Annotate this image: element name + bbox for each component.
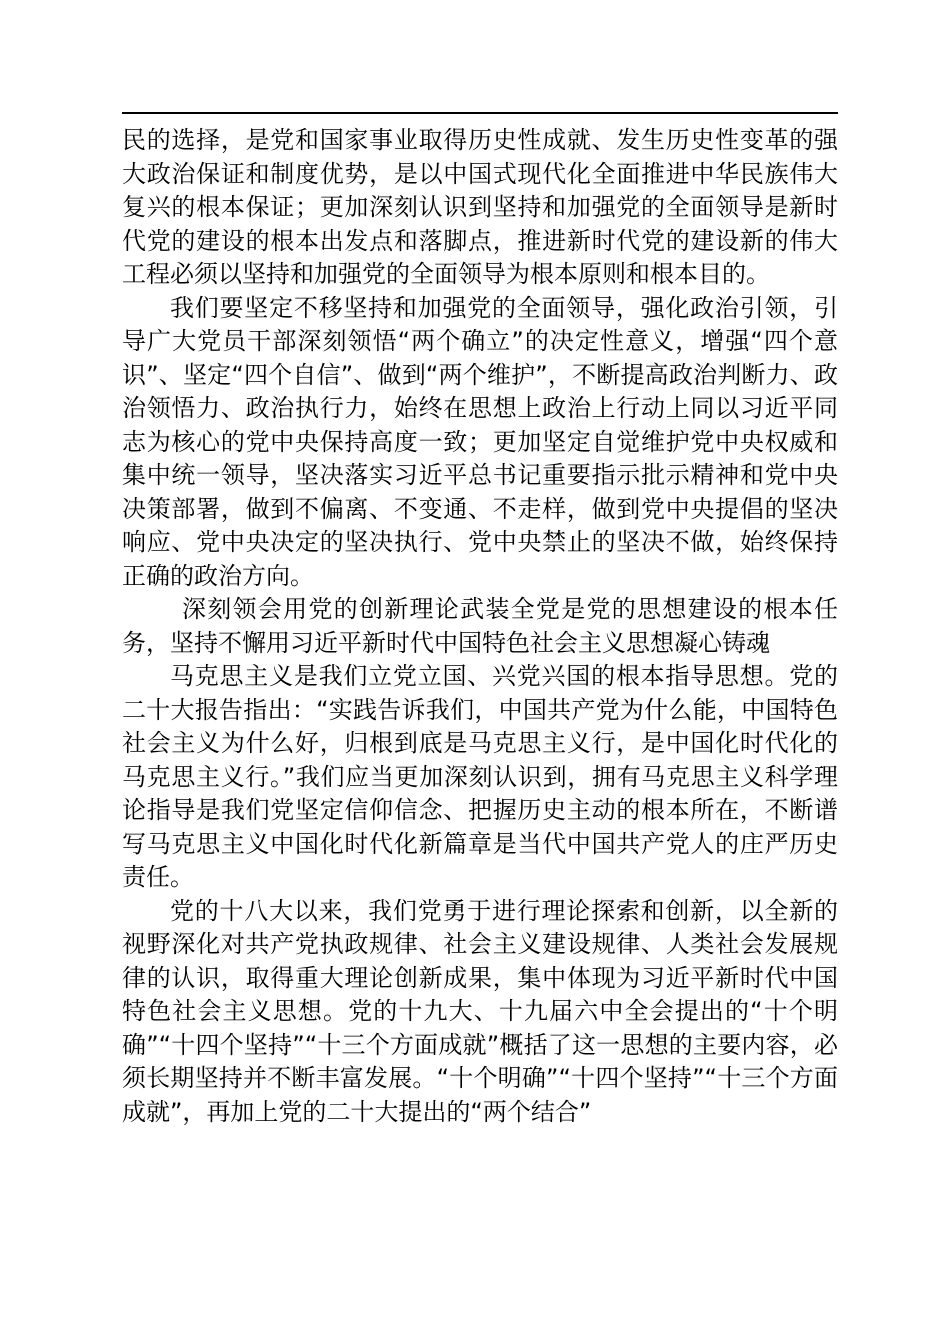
- header-rule: [122, 112, 838, 114]
- paragraph-theory-innovation: 党的十八大以来，我们党勇于进行理论探索和创新，以全新的视野深化对共产党执政规律、社会主义建设规律、人类社会发展规律的认识，取得重大理论创新成果，集中体现为习近平新时代中国特色社会主义思想。党的十九大、十九届六中全会提出的“十个明确”“十四个坚持”“十三个方面成就”概括了这一思想的主要内容，必须长期坚持并不断丰富发展。“十个明确”“十四个坚持”“十三个方面成就”，再加上党的二十大提出的“两个结合”: [122, 896, 838, 1126]
- section-heading-theory: 深刻领会用党的创新理论武装全党是党的思想建设的根本任务，坚持不懈用习近平新时代中国特色社会主义思想凝心铸魂: [122, 595, 838, 657]
- document-body: [122, 124, 838, 1129]
- paragraph-marxism: 马克思主义是我们立党立国、兴党兴国的根本指导思想。党的二十大报告指出：“实践告诉我们，中国共产党为什么能，中国特色社会主义为什么好，归根到底是马克思主义行，是中国化时代化的马克思主义行。”我们应当更加深刻认识到，拥有马克思主义科学理论指导是我们党坚定信仰信念、把握历史主动的根本所在，不断谱写马克思主义中国化时代化新篇章是当代中国共产党人的庄严历史责任。: [122, 662, 838, 891]
- paragraph-continuation: 民的选择，是党和国家事业取得历史性成就、发生历史性变革的强大政治保证和制度优势，是以中国式现代化全面推进中华民族伟大复兴的根本保证；更加深刻认识到坚持和加强党的全面领导是新时代党的建设的根本出发点和落脚点，推进新时代党的建设新的伟大工程必须以坚持和加强党的全面领导为根本原则和根本目的。: [122, 126, 838, 288]
- paragraph-party-leadership: 我们要坚定不移坚持和加强党的全面领导，强化政治引领，引导广大党员干部深刻领悟“两个确立”的决定性意义，增强“四个意识”、坚定“四个自信”、做到“两个维护”，不断提高政治判断力、政治领悟力、政治执行力，始终在思想上政治上行动上同以习近平同志为核心的党中央保持高度一致；更加坚定自觉维护党中央权威和集中统一领导，坚决落实习近平总书记重要指示批示精神和党中央决策部署，做到不偏离、不变通、不走样，做到党中央提倡的坚决响应、党中央决定的坚决执行、党中央禁止的坚决不做，始终保持正确的政治方向。: [122, 293, 838, 590]
